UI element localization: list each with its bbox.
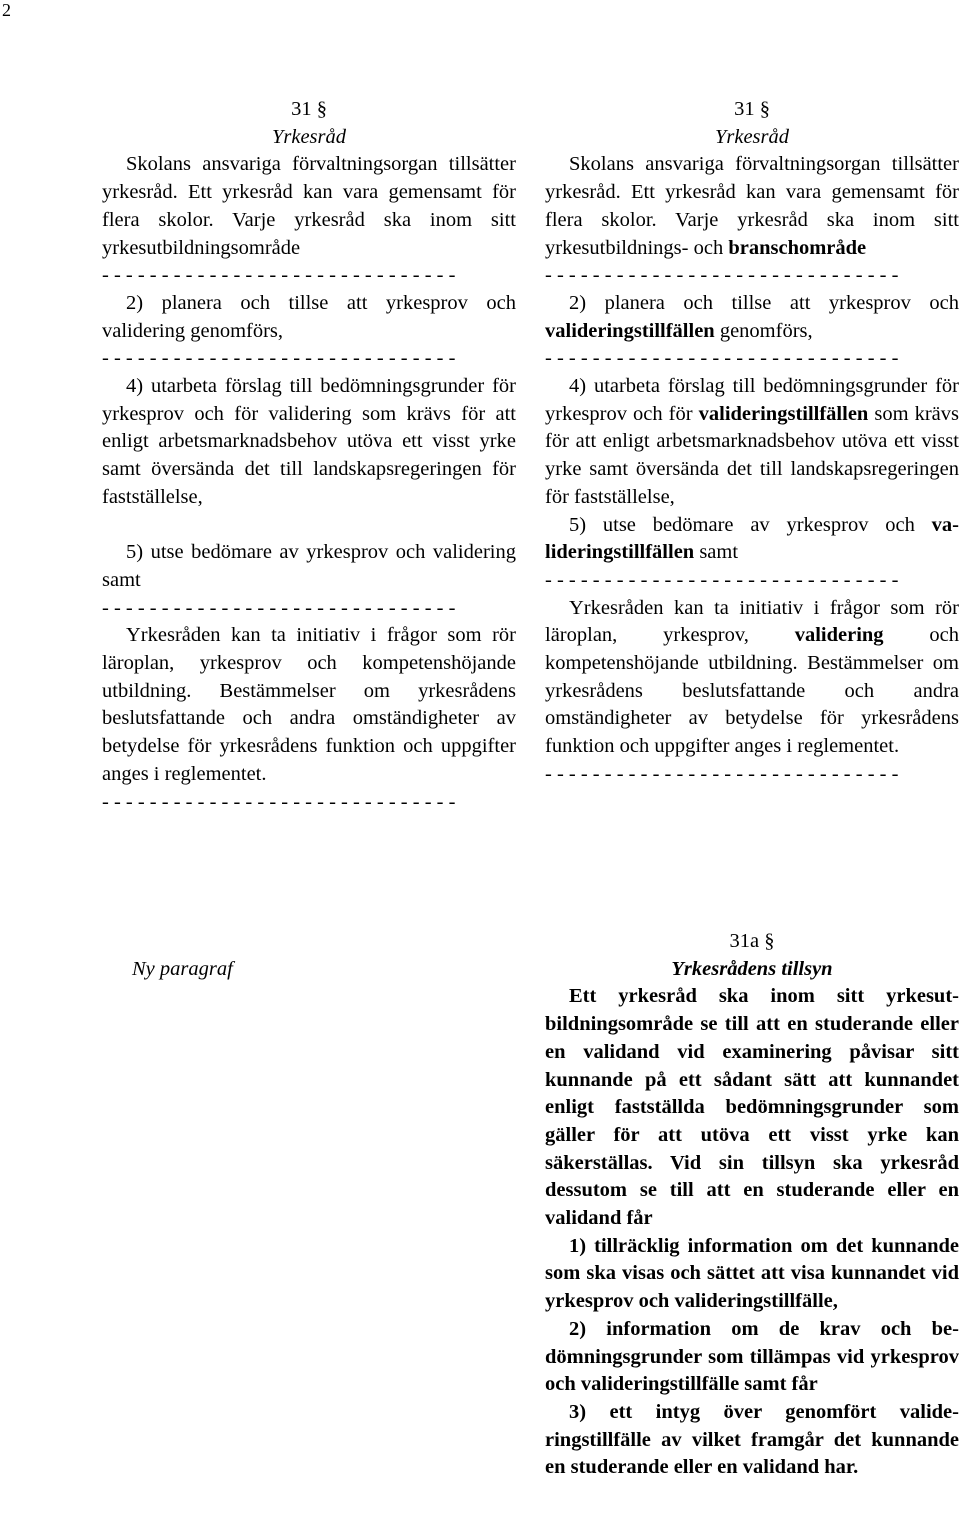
omission-dashes: - - - - - - - - - - - - - - - - - - - - - - - - - - - - - -: [102, 790, 456, 813]
item-5: 5) utse bedömare av yrkesprov och validering samt: [102, 541, 516, 591]
amended-text: valideringstillfällen: [545, 513, 959, 564]
section-heading: Yrkesråd: [714, 125, 790, 148]
item-text: samt: [699, 541, 739, 564]
omission-dashes: - - - - - - - - - - - - - - - - - - - - - - - - - - - - - -: [102, 596, 456, 619]
omission-dashes: - - - - - - - - - - - - - - - - - - - - - - - - - - - - - -: [102, 347, 456, 370]
item-text: 2) planera och tillse att yrkesprov och: [569, 291, 959, 314]
paragraph-text: och kompetenshöjande utbildning. Bestämmelser om yrkesrådens beslutsfattande och andra omständigheter av betydelse för yrkesrådens funktion och uppgifter anges i reglementet.: [545, 624, 959, 758]
item-text: 1) tillräcklig information om det kunnande som ska visas och sättet att visa kunnandet vid yrkesprov och valideringstillfälle,: [545, 1234, 959, 1313]
item-2: 2) planera och tillse att yrkesprov och validering genomförs,: [102, 291, 516, 342]
section-heading: Yrkesråd: [271, 125, 347, 148]
section-heading: [545, 956, 959, 984]
section-number: 31a §: [729, 930, 775, 952]
amended-text: valideringstillfällen: [545, 319, 715, 342]
item-text: som krävs för att enligt arbetsmarknadsbehov utöva ett visst yrke samt översända det till landskapsregeringen för fastställelse,: [545, 402, 959, 508]
item-text: 3) ett intyg över genomfört valideringstillfälle av vilket framgår det kunnande en studerande eller en validand har.: [545, 1400, 959, 1479]
omission-dashes: - - - - - - - - - - - - - - - - - - - - - - - - - - - - - -: [545, 347, 899, 370]
current-text-column: [102, 96, 516, 816]
item-text: genomförs,: [719, 319, 813, 342]
item-text: 2) information om de krav och bedömningsgrunder som tillämpas vid yrkesprov och valideringstillfälle samt får: [545, 1317, 959, 1396]
section-number: 31 §: [291, 98, 327, 120]
new-section-column: [545, 928, 959, 1482]
section-heading-text: Yrkesrådens tillsyn: [671, 957, 833, 980]
new-section-label: Ny paragraf: [132, 958, 233, 980]
omission-dashes: - - - - - - - - - - - - - - - - - - - - - - - - - - - - - -: [545, 762, 899, 785]
item-1: [545, 1233, 959, 1316]
item-text: 4) utarbeta förslag till bedömningsgrunder för yrkesprov och för: [545, 375, 959, 425]
paragraph-intro: Skolans ansvariga förvaltningsorgan tillsätter yrkesråd. Ett yrkesråd kan vara gemensamt för flera skolor. Varje yrkesråd ska inom sitt yrkesutbildningsområde: [102, 153, 516, 259]
spacer: [102, 512, 516, 540]
page-number: 2: [2, 0, 11, 20]
item-2: [545, 290, 959, 345]
paragraph-intro: [545, 151, 959, 262]
paragraph-intro-text: Skolans ansvariga förvaltningsorgan tillsätter yrkesråd. Ett yrkesråd kan vara gemensamt för flera skolor. Varje yrkesråd ska inom sitt yrkesutbildnings- och: [545, 153, 959, 259]
item-4: 4) utarbeta förslag till bedömningsgrunder för yrkesprov och för validering som krävs för att enligt arbetsmarknadsbehov utöva ett visst yrke samt översända det till landskapsregeringen för fastställelse,: [102, 375, 516, 508]
amended-text: valideringstillfällen: [698, 402, 869, 425]
paragraph-final: Yrkesråden kan ta initiativ i frågor som rör läroplan, yrkesprov och kompetenshöjande utbildning. Bestämmelser om yrkesrådens beslutsfattande och andra omständigheter av betydelse för yrkesrådens funktion och uppgifter anges i reglementet.: [102, 624, 516, 785]
omission-dashes: - - - - - - - - - - - - - - - - - - - - - - - - - - - - - -: [545, 568, 899, 591]
item-5: [545, 512, 959, 567]
proposed-text-column: [545, 96, 959, 789]
paragraph-intro: [545, 983, 959, 1232]
section-number: 31 §: [734, 98, 770, 120]
item-4: [545, 373, 959, 512]
paragraph-intro-text: Ett yrkesråd ska inom sitt yrkesutbildningsområde se till att en studerande eller en validand vid examinering påvisar sitt kunnande på ett sådant sätt att kunnandet enligt fastställda bedömningsgrunder som gäller för att utöva ett visst yrke kan säkerställas. Vid sin tillsyn ska yrkesråd dessutom se till att en studerande eller en validand får: [545, 985, 959, 1230]
paragraph-text: Yrkesråden kan ta initiativ i frågor som rör läroplan, yrkesprov,: [545, 596, 959, 647]
amended-text: branschområde: [728, 236, 867, 259]
paragraph-final: [545, 595, 959, 761]
item-text: 5) utse bedömare av yrkesprov och: [569, 513, 915, 536]
item-3: [545, 1399, 959, 1482]
omission-dashes: - - - - - - - - - - - - - - - - - - - - - - - - - - - - - -: [102, 264, 456, 287]
item-2: [545, 1316, 959, 1399]
amended-text: validering: [794, 624, 884, 647]
omission-dashes: - - - - - - - - - - - - - - - - - - - - - - - - - - - - - -: [545, 264, 899, 287]
